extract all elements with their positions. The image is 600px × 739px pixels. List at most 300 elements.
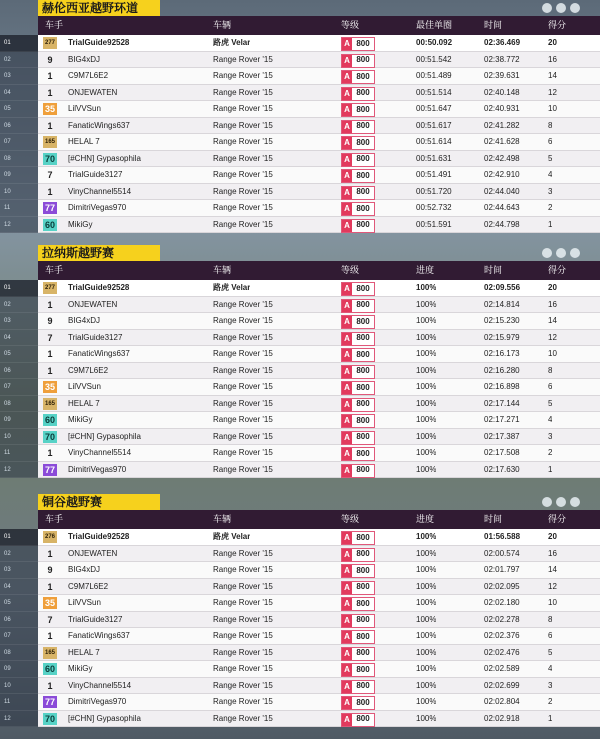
table-row[interactable] bbox=[38, 429, 600, 446]
car-name: Range Rover '15 bbox=[213, 203, 273, 212]
total-time: 02:02.095 bbox=[484, 581, 520, 591]
car-name: Range Rover '15 bbox=[213, 170, 273, 179]
race-section bbox=[0, 494, 600, 727]
driver-level-badge: 77 bbox=[44, 697, 55, 707]
table-header bbox=[38, 261, 600, 280]
driver-name bbox=[68, 595, 208, 612]
section-title: 铜谷越野赛 bbox=[38, 494, 160, 510]
position-number: 01 bbox=[0, 35, 38, 52]
performance-index: 800 bbox=[356, 648, 370, 658]
table-row[interactable] bbox=[38, 445, 600, 462]
column-header: 得分 bbox=[548, 514, 567, 524]
table-row[interactable] bbox=[38, 579, 600, 596]
driver-name-text: FanaticWings637 bbox=[68, 631, 130, 640]
light-dot-icon bbox=[556, 248, 566, 258]
light-dot-icon bbox=[570, 3, 580, 13]
performance-index: 800 bbox=[356, 631, 370, 641]
driver-level-badge: 77 bbox=[44, 203, 55, 213]
column-header: 进度 bbox=[416, 265, 435, 275]
total-time: 02:16.173 bbox=[484, 349, 520, 358]
position-number: 10 bbox=[0, 678, 38, 695]
table-row[interactable] bbox=[38, 363, 600, 380]
column-header: 车辆 bbox=[213, 514, 232, 524]
progress: 100% bbox=[416, 548, 437, 558]
driver-level-badge: 35 bbox=[44, 104, 55, 114]
column-header: 得分 bbox=[548, 265, 567, 275]
total-time: 02:17.387 bbox=[484, 431, 520, 441]
driver-level-badge: 60 bbox=[44, 219, 55, 230]
progress: 100% bbox=[416, 316, 437, 325]
total-time: 02:41.282 bbox=[484, 120, 520, 130]
points: 4 bbox=[548, 664, 553, 673]
driver-name-text: LilVVSun bbox=[68, 104, 101, 113]
column-header: 车手 bbox=[45, 265, 64, 275]
best-lap: 00:51.491 bbox=[416, 170, 452, 179]
car-name: Range Rover '15 bbox=[213, 349, 273, 358]
class-letter: A bbox=[342, 333, 352, 345]
performance-class-badge bbox=[341, 464, 375, 478]
performance-class-badge bbox=[341, 663, 375, 677]
total-time: 02:38.772 bbox=[484, 54, 520, 64]
performance-index: 800 bbox=[356, 55, 370, 65]
car-name: Range Rover '15 bbox=[213, 71, 273, 80]
position-number: 07 bbox=[0, 134, 38, 151]
total-time: 02:40.148 bbox=[484, 87, 520, 97]
points: 20 bbox=[548, 532, 557, 541]
points: 6 bbox=[548, 382, 553, 391]
driver-name-text: VinyChannel5514 bbox=[68, 680, 132, 690]
performance-index: 800 bbox=[356, 465, 370, 475]
performance-class-badge bbox=[341, 70, 375, 84]
table-row[interactable] bbox=[38, 346, 600, 363]
car-name: Range Rover '15 bbox=[213, 186, 273, 196]
performance-class-badge bbox=[341, 680, 375, 694]
table-row[interactable] bbox=[38, 313, 600, 330]
table-row[interactable] bbox=[38, 280, 600, 297]
table-row[interactable] bbox=[38, 412, 600, 429]
driver-level-badge: 77 bbox=[44, 464, 55, 475]
position-number: 01 bbox=[0, 280, 38, 297]
driver-level-badge: 1 bbox=[47, 120, 53, 131]
performance-index: 800 bbox=[356, 532, 370, 542]
class-letter: A bbox=[342, 549, 352, 561]
points: 2 bbox=[548, 203, 553, 212]
total-time: 02:17.630 bbox=[484, 464, 520, 474]
class-letter: A bbox=[342, 448, 352, 460]
column-header: 等级 bbox=[341, 514, 360, 524]
table-row[interactable] bbox=[38, 379, 600, 396]
driver-name-text: TrialGuide92528 bbox=[68, 38, 130, 47]
best-lap: 00:51.720 bbox=[416, 186, 452, 196]
points: 12 bbox=[548, 87, 557, 97]
table-row[interactable] bbox=[38, 101, 600, 118]
driver-name bbox=[68, 396, 208, 413]
total-time: 02:00.574 bbox=[484, 548, 520, 558]
driver-name-text: ONJEWATEN bbox=[68, 548, 118, 558]
driver-name-text: HELAL 7 bbox=[68, 137, 100, 146]
car-name: Range Rover '15 bbox=[213, 598, 273, 607]
driver-name bbox=[68, 429, 208, 446]
class-letter: A bbox=[342, 283, 352, 295]
decorative-lights bbox=[542, 245, 600, 261]
table-row[interactable] bbox=[38, 711, 600, 728]
position-number: 12 bbox=[0, 711, 38, 728]
position-number: 10 bbox=[0, 429, 38, 446]
car-name: Range Rover '15 bbox=[213, 664, 273, 673]
driver-level-badge: 1 bbox=[47, 87, 53, 98]
table-row[interactable] bbox=[38, 645, 600, 662]
driver-level-badge: 35 bbox=[44, 598, 55, 608]
driver-level-badge: 165 bbox=[43, 647, 57, 659]
class-letter: A bbox=[342, 88, 352, 100]
race-section bbox=[0, 245, 600, 478]
table-row[interactable] bbox=[38, 52, 600, 69]
class-letter: A bbox=[342, 664, 352, 676]
table-row[interactable] bbox=[38, 184, 600, 201]
driver-level-badge: 70 bbox=[44, 153, 55, 164]
position-number: 03 bbox=[0, 68, 38, 85]
points: 8 bbox=[548, 614, 553, 624]
driver-name-text: BIG4xDJ bbox=[68, 565, 101, 574]
car-name: Range Rover '15 bbox=[213, 382, 273, 391]
performance-class-badge bbox=[341, 581, 375, 595]
position-number: 11 bbox=[0, 694, 38, 711]
progress: 100% bbox=[416, 532, 437, 541]
points: 3 bbox=[548, 431, 553, 441]
best-lap: 00:52.732 bbox=[416, 203, 452, 212]
column-header: 时间 bbox=[484, 265, 503, 275]
driver-name bbox=[68, 297, 208, 314]
total-time: 02:15.979 bbox=[484, 332, 520, 342]
light-dot-icon bbox=[556, 3, 566, 13]
driver-name bbox=[68, 363, 208, 380]
car-name: Range Rover '15 bbox=[213, 548, 273, 558]
decorative-lights bbox=[542, 0, 600, 16]
driver-name-text: TrialGuide3127 bbox=[68, 170, 123, 179]
position-number: 02 bbox=[0, 52, 38, 69]
driver-level-badge: 165 bbox=[43, 398, 57, 410]
progress: 100% bbox=[416, 448, 437, 457]
position-number: 01 bbox=[0, 529, 38, 546]
performance-class-badge bbox=[341, 696, 375, 710]
table-row[interactable] bbox=[38, 151, 600, 168]
points: 1 bbox=[548, 219, 553, 229]
driver-name bbox=[68, 85, 208, 102]
points: 10 bbox=[548, 104, 557, 113]
class-letter: A bbox=[342, 648, 352, 660]
table-row[interactable] bbox=[38, 134, 600, 151]
result-rows bbox=[38, 35, 600, 233]
driver-name-text: [#CHN] Gypasophila bbox=[68, 153, 141, 163]
performance-index: 800 bbox=[356, 316, 370, 326]
position-number: 08 bbox=[0, 645, 38, 662]
table-row[interactable] bbox=[38, 68, 600, 85]
driver-name-text: FanaticWings637 bbox=[68, 120, 130, 130]
points: 20 bbox=[548, 283, 557, 292]
best-lap: 00:50.092 bbox=[416, 38, 453, 47]
performance-index: 800 bbox=[356, 220, 370, 230]
performance-class-badge bbox=[341, 548, 375, 562]
performance-class-badge bbox=[341, 431, 375, 445]
total-time: 02:41.628 bbox=[484, 137, 520, 146]
table-row[interactable] bbox=[38, 217, 600, 234]
column-header: 时间 bbox=[484, 514, 503, 524]
table-row[interactable] bbox=[38, 297, 600, 314]
driver-level-badge: 1 bbox=[47, 365, 53, 376]
total-time: 02:02.180 bbox=[484, 598, 520, 607]
class-letter: A bbox=[342, 55, 352, 67]
section-title: 赫伦西亚越野环道 bbox=[38, 0, 160, 16]
performance-class-badge bbox=[341, 186, 375, 200]
column-header: 车手 bbox=[45, 20, 64, 30]
driver-name-text: VinyChannel5514 bbox=[68, 186, 132, 196]
performance-class-badge bbox=[341, 87, 375, 101]
performance-class-badge bbox=[341, 315, 375, 329]
column-header: 车手 bbox=[45, 514, 64, 524]
table-row[interactable] bbox=[38, 118, 600, 135]
performance-class-badge bbox=[341, 136, 375, 150]
table-row[interactable] bbox=[38, 678, 600, 695]
table-row[interactable] bbox=[38, 595, 600, 612]
class-letter: A bbox=[342, 532, 352, 544]
class-letter: A bbox=[342, 615, 352, 627]
car-name: Range Rover '15 bbox=[213, 87, 273, 97]
best-lap: 00:51.614 bbox=[416, 137, 452, 146]
total-time: 02:17.144 bbox=[484, 398, 520, 408]
driver-level-badge: 70 bbox=[44, 713, 55, 724]
driver-name bbox=[68, 167, 208, 184]
driver-name bbox=[68, 579, 208, 596]
performance-class-badge bbox=[341, 202, 375, 216]
total-time: 02:17.508 bbox=[484, 448, 520, 457]
table-row[interactable] bbox=[38, 529, 600, 546]
position-number: 11 bbox=[0, 200, 38, 217]
total-time: 02:44.643 bbox=[484, 203, 520, 212]
position-number: 12 bbox=[0, 462, 38, 479]
car-name: 路虎 Velar bbox=[213, 38, 251, 47]
performance-index: 800 bbox=[356, 137, 370, 147]
position-number: 05 bbox=[0, 346, 38, 363]
car-name: Range Rover '15 bbox=[213, 697, 273, 706]
points: 1 bbox=[548, 713, 553, 723]
best-lap: 00:51.542 bbox=[416, 54, 452, 64]
car-name: Range Rover '15 bbox=[213, 316, 273, 325]
points: 4 bbox=[548, 170, 553, 179]
progress: 100% bbox=[416, 598, 437, 607]
class-letter: A bbox=[342, 382, 352, 394]
light-dot-icon bbox=[556, 497, 566, 507]
points: 10 bbox=[548, 598, 557, 607]
driver-level-badge: 9 bbox=[47, 565, 53, 575]
car-name: Range Rover '15 bbox=[213, 365, 273, 375]
driver-level-badge: 1 bbox=[47, 448, 53, 458]
table-row[interactable] bbox=[38, 35, 600, 52]
position-number: 09 bbox=[0, 167, 38, 184]
car-name: Range Rover '15 bbox=[213, 54, 273, 64]
driver-name bbox=[68, 678, 208, 695]
car-name: Range Rover '15 bbox=[213, 120, 273, 130]
car-name: Range Rover '15 bbox=[213, 581, 273, 591]
total-time: 02:15.230 bbox=[484, 316, 520, 325]
performance-index: 800 bbox=[356, 714, 370, 724]
total-time: 02:02.804 bbox=[484, 697, 520, 706]
total-time: 02:01.797 bbox=[484, 565, 520, 574]
position-number: 07 bbox=[0, 379, 38, 396]
points: 16 bbox=[548, 548, 557, 558]
performance-index: 800 bbox=[356, 615, 370, 625]
driver-name-text: DimitriVegas970 bbox=[68, 464, 127, 474]
class-letter: A bbox=[342, 220, 352, 232]
performance-index: 800 bbox=[356, 366, 370, 376]
performance-class-badge bbox=[341, 381, 375, 395]
performance-index: 800 bbox=[356, 582, 370, 592]
table-row[interactable] bbox=[38, 628, 600, 645]
total-time: 02:16.280 bbox=[484, 365, 520, 375]
performance-class-badge bbox=[341, 447, 375, 461]
driver-level-badge: 277 bbox=[43, 37, 57, 49]
total-time: 02:36.469 bbox=[484, 38, 521, 47]
car-name: Range Rover '15 bbox=[213, 219, 273, 229]
light-dot-icon bbox=[570, 248, 580, 258]
points: 8 bbox=[548, 120, 553, 130]
column-header: 车辆 bbox=[213, 20, 232, 30]
table-header bbox=[38, 510, 600, 529]
table-header bbox=[38, 16, 600, 35]
performance-index: 800 bbox=[356, 71, 370, 81]
performance-class-badge bbox=[341, 153, 375, 167]
best-lap: 00:51.647 bbox=[416, 104, 452, 113]
position-number: 04 bbox=[0, 330, 38, 347]
column-header: 等级 bbox=[341, 20, 360, 30]
driver-name-text: DimitriVegas970 bbox=[68, 203, 127, 212]
driver-name-text: MikiGy bbox=[68, 664, 93, 673]
table-row[interactable] bbox=[38, 562, 600, 579]
table-row[interactable] bbox=[38, 661, 600, 678]
driver-name-text: HELAL 7 bbox=[68, 398, 100, 408]
progress: 100% bbox=[416, 697, 437, 706]
class-letter: A bbox=[342, 697, 352, 709]
driver-name bbox=[68, 628, 208, 645]
light-dot-icon bbox=[542, 248, 552, 258]
progress: 100% bbox=[416, 565, 437, 574]
car-name: Range Rover '15 bbox=[213, 299, 273, 309]
performance-index: 800 bbox=[356, 681, 370, 691]
performance-class-badge bbox=[341, 37, 375, 51]
driver-name bbox=[68, 711, 208, 728]
performance-index: 800 bbox=[356, 333, 370, 343]
performance-index: 800 bbox=[356, 170, 370, 180]
points: 14 bbox=[548, 71, 557, 80]
position-number: 05 bbox=[0, 101, 38, 118]
progress: 100% bbox=[416, 382, 437, 391]
position-number: 06 bbox=[0, 612, 38, 629]
position-number: 02 bbox=[0, 297, 38, 314]
class-letter: A bbox=[342, 598, 352, 610]
performance-index: 800 bbox=[356, 88, 370, 98]
table-row[interactable] bbox=[38, 612, 600, 629]
progress: 100% bbox=[416, 415, 437, 424]
driver-name bbox=[68, 562, 208, 579]
performance-index: 800 bbox=[356, 187, 370, 197]
position-number: 07 bbox=[0, 628, 38, 645]
driver-level-badge: 7 bbox=[47, 614, 53, 625]
total-time: 02:02.476 bbox=[484, 647, 520, 657]
class-letter: A bbox=[342, 38, 352, 50]
best-lap: 00:51.617 bbox=[416, 120, 452, 130]
car-name: 路虎 Velar bbox=[213, 532, 251, 541]
column-header: 得分 bbox=[548, 20, 567, 30]
driver-name-text: MikiGy bbox=[68, 219, 93, 229]
performance-index: 800 bbox=[356, 121, 370, 131]
driver-name-text: TrialGuide92528 bbox=[68, 283, 130, 292]
driver-level-badge: 1 bbox=[47, 680, 53, 691]
table-row[interactable] bbox=[38, 330, 600, 347]
table-row[interactable] bbox=[38, 546, 600, 563]
position-number: 05 bbox=[0, 595, 38, 612]
progress: 100% bbox=[416, 614, 437, 624]
car-name: Range Rover '15 bbox=[213, 647, 273, 657]
driver-name bbox=[68, 101, 208, 118]
table-row[interactable] bbox=[38, 396, 600, 413]
performance-class-badge bbox=[341, 531, 375, 545]
position-number: 12 bbox=[0, 217, 38, 234]
points: 12 bbox=[548, 332, 557, 342]
points: 6 bbox=[548, 137, 553, 146]
performance-class-badge bbox=[341, 299, 375, 313]
best-lap: 00:51.591 bbox=[416, 219, 452, 229]
total-time: 01:56.588 bbox=[484, 532, 521, 541]
car-name: Range Rover '15 bbox=[213, 104, 273, 113]
car-name: Range Rover '15 bbox=[213, 464, 273, 474]
position-number: 02 bbox=[0, 546, 38, 563]
performance-class-badge bbox=[341, 630, 375, 644]
car-name: Range Rover '15 bbox=[213, 153, 273, 163]
performance-class-badge bbox=[341, 348, 375, 362]
driver-level-badge: 1 bbox=[47, 631, 53, 641]
table-row[interactable] bbox=[38, 462, 600, 479]
performance-index: 800 bbox=[356, 664, 370, 674]
progress: 100% bbox=[416, 713, 437, 723]
performance-index: 800 bbox=[356, 399, 370, 409]
total-time: 02:17.271 bbox=[484, 415, 520, 424]
driver-name bbox=[68, 35, 208, 52]
position-number: 03 bbox=[0, 562, 38, 579]
performance-index: 800 bbox=[356, 697, 370, 707]
class-letter: A bbox=[342, 714, 352, 726]
driver-name-text: C9M7L6E2 bbox=[68, 365, 109, 375]
column-header: 时间 bbox=[484, 20, 503, 30]
table-row[interactable] bbox=[38, 167, 600, 184]
total-time: 02:42.910 bbox=[484, 170, 520, 179]
table-row[interactable] bbox=[38, 85, 600, 102]
performance-class-badge bbox=[341, 103, 375, 117]
table-row[interactable] bbox=[38, 694, 600, 711]
position-strip bbox=[0, 280, 38, 478]
driver-name bbox=[68, 330, 208, 347]
driver-level-badge: 1 bbox=[47, 186, 53, 197]
class-letter: A bbox=[342, 154, 352, 166]
table-row[interactable] bbox=[38, 200, 600, 217]
points: 1 bbox=[548, 464, 553, 474]
column-header: 最佳单圈 bbox=[416, 20, 453, 30]
performance-class-badge bbox=[341, 169, 375, 183]
position-number: 08 bbox=[0, 396, 38, 413]
points: 16 bbox=[548, 54, 557, 64]
performance-index: 800 bbox=[356, 549, 370, 559]
performance-index: 800 bbox=[356, 349, 370, 359]
total-time: 02:02.278 bbox=[484, 614, 520, 624]
class-letter: A bbox=[342, 681, 352, 693]
